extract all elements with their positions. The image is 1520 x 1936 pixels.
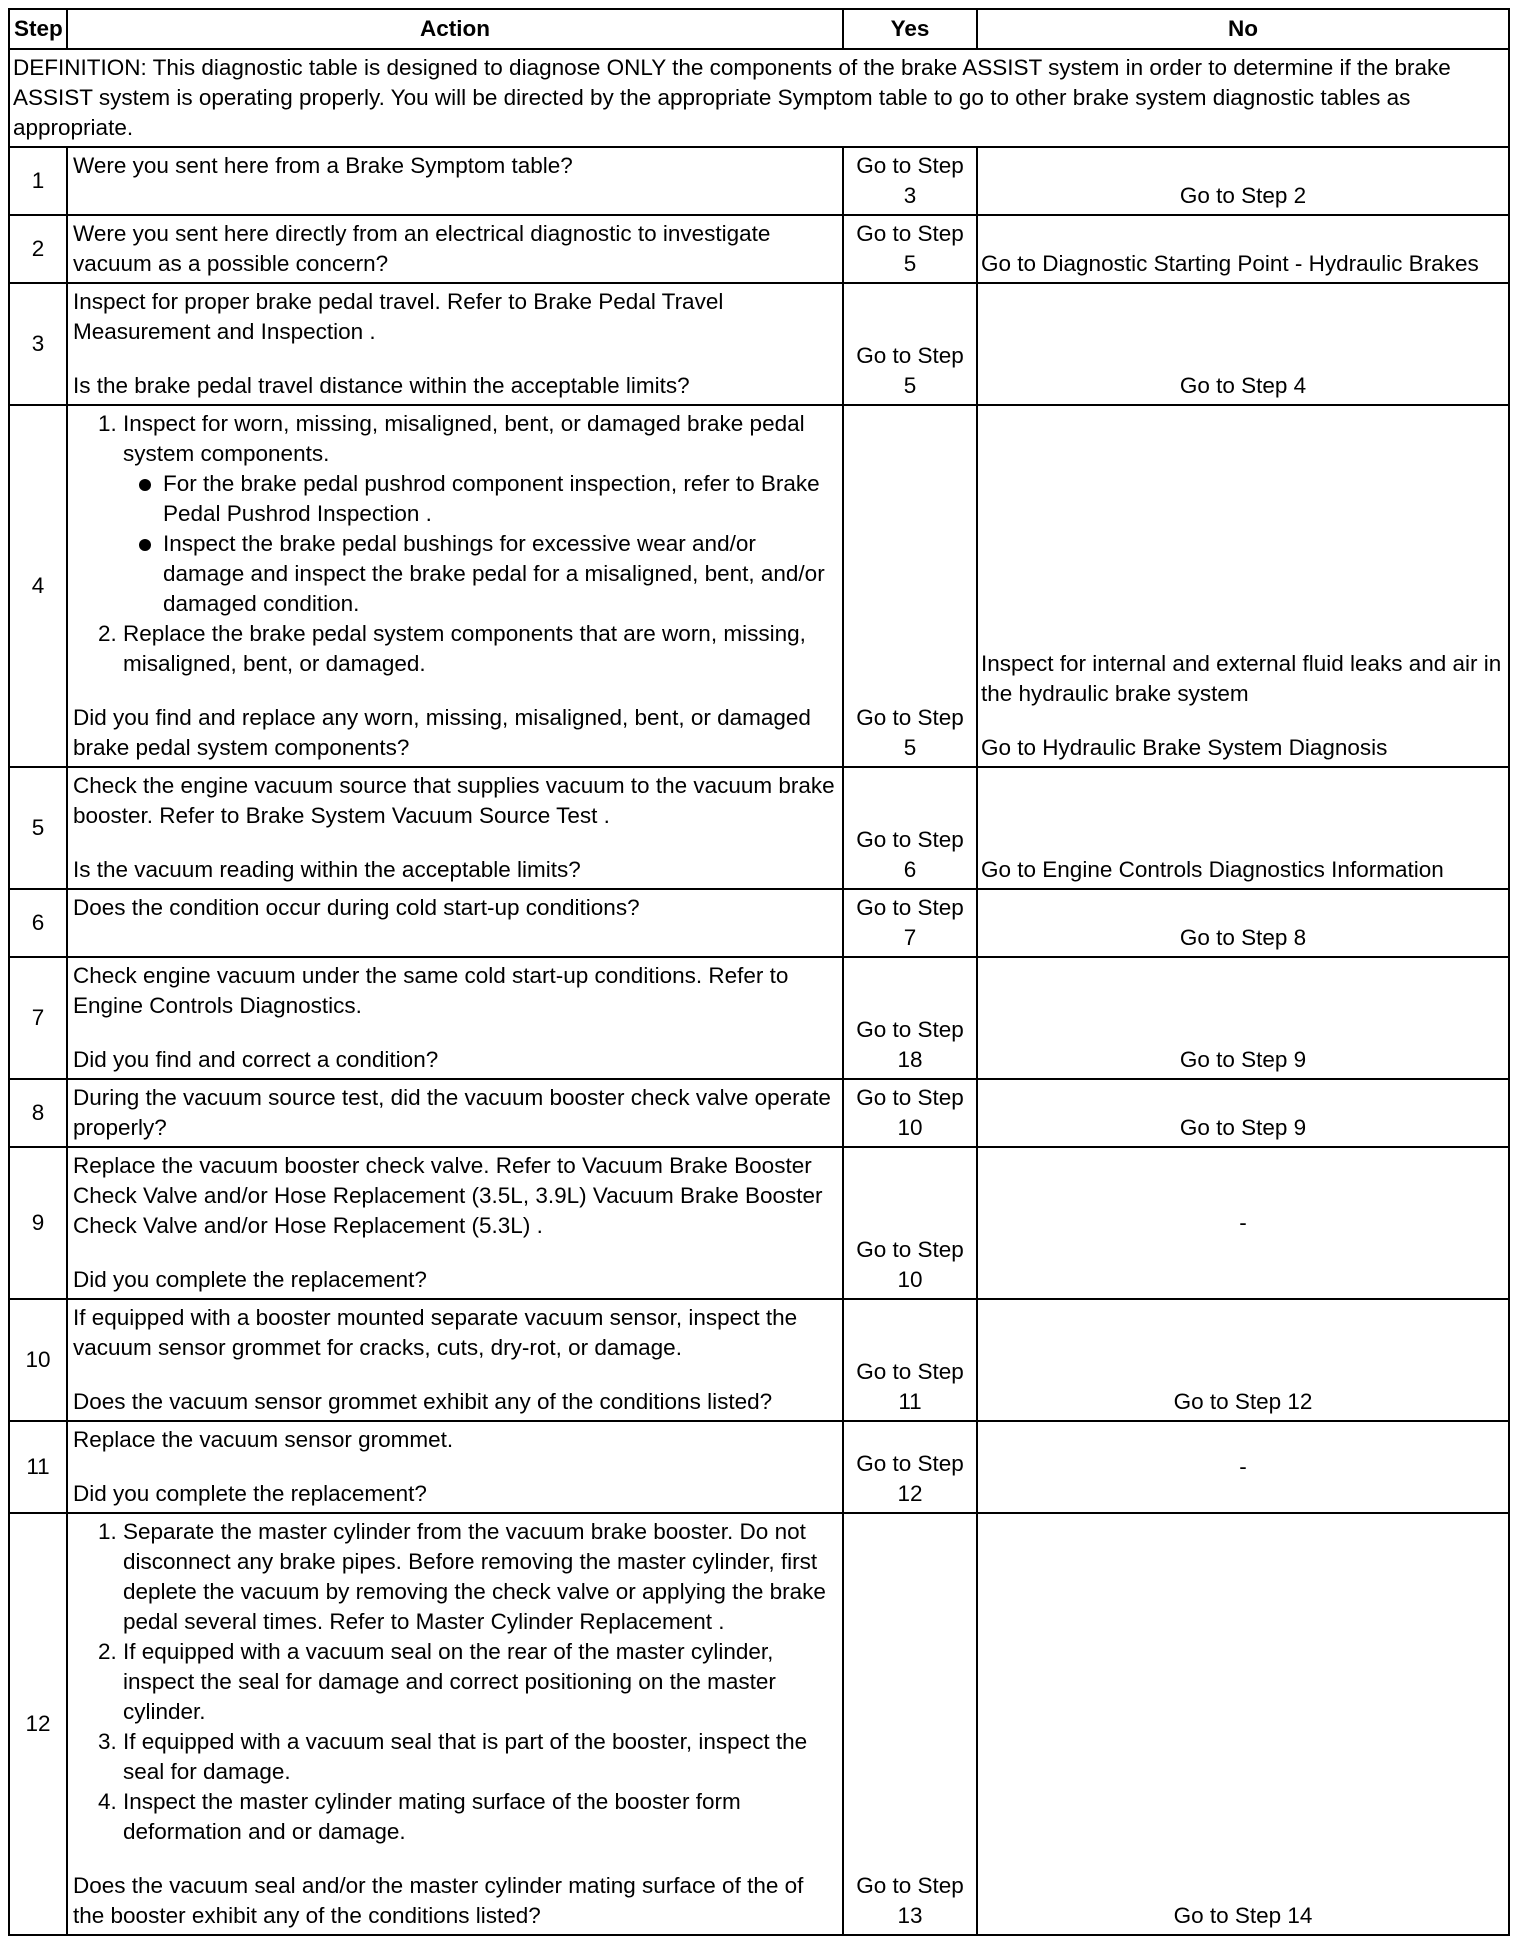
step-number: 8 [9, 1079, 67, 1147]
procedure-list [73, 1517, 837, 1847]
action-cell [67, 1513, 843, 1935]
definition-row [9, 49, 1509, 147]
action-cell [67, 957, 843, 1079]
action-text: Inspect for proper brake pedal travel. Refer to Brake Pedal Travel Measurement and Inspection . [73, 289, 724, 344]
table-row [9, 1079, 1509, 1147]
yes-result: Go to Step 10 [843, 1079, 977, 1147]
bullet-item: Inspect the brake pedal bushings for excessive wear and/or damage and inspect the brake pedal for a misaligned, bent, and/or damaged condition. [163, 529, 837, 619]
yes-result: Go to Step 6 [843, 767, 977, 889]
table-row [9, 957, 1509, 1079]
action-question: Does the condition occur during cold start-up conditions? [67, 889, 843, 957]
table-row [9, 215, 1509, 283]
list-item: 2. If equipped with a vacuum seal on the rear of the master cylinder, inspect the seal for damage and correct positioning on the master cylinder. [123, 1637, 837, 1727]
header-step: Step [9, 9, 67, 49]
action-question: Were you sent here directly from an electrical diagnostic to investigate vacuum as a possible concern? [67, 215, 843, 283]
yes-result: Go to Step 3 [843, 147, 977, 215]
table-row [9, 1147, 1509, 1299]
table-row [9, 147, 1509, 215]
no-result: Go to Step 2 [977, 147, 1509, 215]
action-cell [67, 1299, 843, 1421]
action-question: Were you sent here from a Brake Symptom table? [67, 147, 843, 215]
action-question: Did you find and replace any worn, missing, misaligned, bent, or damaged brake pedal system components? [73, 705, 811, 760]
no-result: Go to Hydraulic Brake System Diagnosis [981, 735, 1388, 760]
list-item [123, 619, 837, 679]
header-yes: Yes [843, 9, 977, 49]
action-question: Did you find and correct a condition? [73, 1047, 439, 1072]
step-number: 4 [9, 405, 67, 767]
no-result: Go to Step 14 [977, 1513, 1509, 1935]
no-result: - [977, 1421, 1509, 1513]
no-result: Go to Diagnostic Starting Point - Hydraulic Brakes [977, 215, 1509, 283]
definition-text: DEFINITION: This diagnostic table is designed to diagnose ONLY the components of the brake ASSIST system in order to determine if the brake ASSIST system is operating properly. You will be directed by the appropriate Symptom table to go to other brake system diagnostic tables as appropriate. [9, 49, 1509, 147]
action-text: Replace the vacuum sensor grommet. [73, 1427, 454, 1452]
procedure-list [73, 409, 837, 679]
no-note: Inspect for internal and external fluid leaks and air in the hydraulic brake system [981, 651, 1502, 706]
table-row [9, 283, 1509, 405]
step-number: 5 [9, 767, 67, 889]
yes-result: Go to Step 18 [843, 957, 977, 1079]
table-row [9, 1421, 1509, 1513]
yes-result: Go to Step 12 [843, 1421, 977, 1513]
step-number: 7 [9, 957, 67, 1079]
action-question: Is the brake pedal travel distance within the acceptable limits? [73, 373, 690, 398]
header-row [9, 9, 1509, 49]
action-cell [67, 1147, 843, 1299]
no-result: Go to Step 12 [977, 1299, 1509, 1421]
action-text: If equipped with a booster mounted separate vacuum sensor, inspect the vacuum sensor grommet for cracks, cuts, dry-rot, or damage. [73, 1305, 798, 1360]
action-question: Is the vacuum reading within the acceptable limits? [73, 857, 581, 882]
yes-result: Go to Step 5 [843, 215, 977, 283]
action-text: Replace the vacuum booster check valve. Refer to Vacuum Brake Booster Check Valve and/or Hose Replacement (3.5L, 3.9L) Vacuum Brake Booster Check Valve and/or Hose Replacement (5.3L) . [73, 1153, 823, 1238]
list-item: 3. If equipped with a vacuum seal that is part of the booster, inspect the seal for damage. [123, 1727, 837, 1787]
action-question: Does the vacuum sensor grommet exhibit any of the conditions listed? [73, 1389, 773, 1414]
no-result: Go to Step 8 [977, 889, 1509, 957]
action-cell [67, 1421, 843, 1513]
table-row [9, 767, 1509, 889]
procedure-item: Replace the brake pedal system components that are worn, missing, misaligned, bent, or damaged. [123, 621, 806, 676]
step-number: 11 [9, 1421, 67, 1513]
no-result: Go to Step 9 [977, 1079, 1509, 1147]
list-item [123, 409, 837, 619]
procedure-item: Inspect for worn, missing, misaligned, bent, or damaged brake pedal system components. [123, 411, 805, 466]
no-result: Go to Step 4 [977, 283, 1509, 405]
header-action: Action [67, 9, 843, 49]
action-cell [67, 283, 843, 405]
diagnostic-document [8, 8, 1508, 1936]
no-cell [977, 405, 1509, 767]
action-cell [67, 767, 843, 889]
no-result: Go to Engine Controls Diagnostics Information [977, 767, 1509, 889]
action-text: Check the engine vacuum source that supplies vacuum to the vacuum brake booster. Refer to Brake System Vacuum Source Test . [73, 773, 835, 828]
step-number: 1 [9, 147, 67, 215]
yes-result: Go to Step 7 [843, 889, 977, 957]
action-question: During the vacuum source test, did the vacuum booster check valve operate properly? [67, 1079, 843, 1147]
no-result: Go to Step 9 [977, 957, 1509, 1079]
list-item: 4. Inspect the master cylinder mating surface of the booster form deformation and or damage. [123, 1787, 837, 1847]
action-question: Did you complete the replacement? [73, 1267, 427, 1292]
step-number: 3 [9, 283, 67, 405]
header-no: No [977, 9, 1509, 49]
bullet-list [123, 469, 837, 619]
diagnostic-table [8, 8, 1510, 1936]
step-number: 10 [9, 1299, 67, 1421]
table-row [9, 405, 1509, 767]
table-row [9, 1299, 1509, 1421]
action-question: Does the vacuum seal and/or the master cylinder mating surface of the of the booster exhibit any of the conditions listed? [73, 1873, 804, 1928]
step-number: 2 [9, 215, 67, 283]
bullet-item: For the brake pedal pushrod component inspection, refer to Brake Pedal Pushrod Inspection . [163, 469, 837, 529]
action-text: Check engine vacuum under the same cold start-up conditions. Refer to Engine Controls Diagnostics. [73, 963, 789, 1018]
yes-result: Go to Step 5 [843, 405, 977, 767]
table-row [9, 889, 1509, 957]
list-item: 1. Separate the master cylinder from the vacuum brake booster. Do not disconnect any brake pipes. Before removing the master cylinder, first deplete the vacuum by removing the check valve or applying the brake pedal several times. Refer to Master Cylinder Replacement . [123, 1517, 837, 1637]
yes-result: Go to Step 13 [843, 1513, 977, 1935]
step-number: 12 [9, 1513, 67, 1935]
yes-result: Go to Step 5 [843, 283, 977, 405]
yes-result: Go to Step 11 [843, 1299, 977, 1421]
no-result: - [977, 1147, 1509, 1299]
step-number: 6 [9, 889, 67, 957]
yes-result: Go to Step 10 [843, 1147, 977, 1299]
action-question: Did you complete the replacement? [73, 1481, 427, 1506]
action-cell [67, 405, 843, 767]
step-number: 9 [9, 1147, 67, 1299]
table-row [9, 1513, 1509, 1935]
